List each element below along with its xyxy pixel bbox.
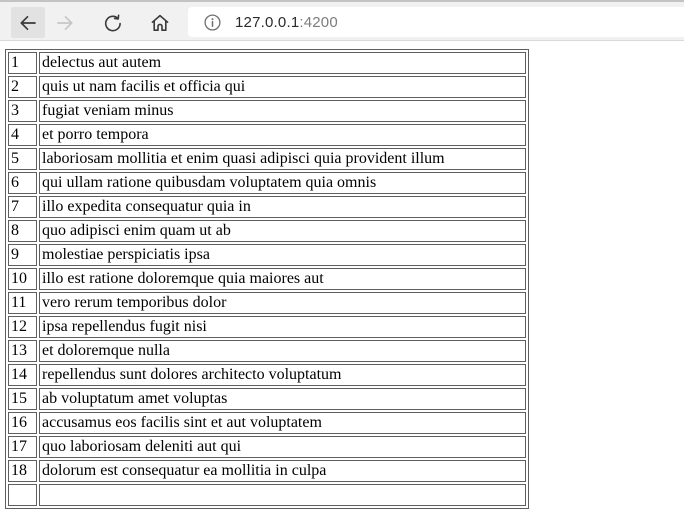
todo-id-cell: 12: [8, 316, 37, 338]
todo-id-cell: 1: [8, 52, 37, 74]
table-row: [8, 340, 526, 362]
table-row: [8, 124, 526, 146]
refresh-button[interactable]: [96, 7, 130, 38]
back-button[interactable]: [11, 7, 45, 38]
todo-title-cell: accusamus eos facilis sint et aut voluptatem: [39, 412, 526, 434]
todo-id-cell: 13: [8, 340, 37, 362]
todo-title-cell: qui ullam ratione quibusdam voluptatem quia omnis: [39, 172, 526, 194]
todo-title-cell: illo est ratione doloremque quia maiores aut: [39, 268, 526, 290]
todo-id-cell: 16: [8, 412, 37, 434]
refresh-icon: [102, 12, 124, 34]
table-row: [8, 388, 526, 410]
home-icon: [149, 12, 171, 34]
todo-id-cell: 18: [8, 460, 37, 482]
todo-title-cell: et doloremque nulla: [39, 340, 526, 362]
table-row: [8, 220, 526, 242]
back-arrow-icon: [17, 12, 39, 34]
todo-title-cell: fugiat veniam minus: [39, 100, 526, 122]
table-row: [8, 196, 526, 218]
table-row: [8, 244, 526, 266]
todo-title-cell: quo adipisci enim quam ut ab: [39, 220, 526, 242]
page-content: [0, 49, 684, 494]
todo-id-cell: 3: [8, 100, 37, 122]
table-row: [8, 268, 526, 290]
table-row: [8, 484, 526, 506]
todo-id-cell: [8, 484, 37, 506]
todo-title-cell: laboriosam mollitia et enim quasi adipisci quia provident illum: [39, 148, 526, 170]
todo-id-cell: 2: [8, 76, 37, 98]
table-row: [8, 148, 526, 170]
todo-id-cell: 4: [8, 124, 37, 146]
todo-id-cell: 6: [8, 172, 37, 194]
todo-id-cell: 14: [8, 364, 37, 386]
table-row: [8, 52, 526, 74]
todo-title-cell: vero rerum temporibus dolor: [39, 292, 526, 314]
table-row: [8, 436, 526, 458]
todos-table-body: [8, 52, 526, 506]
todo-id-cell: 8: [8, 220, 37, 242]
home-button[interactable]: [143, 7, 177, 38]
todo-title-cell: quo laboriosam deleniti aut qui: [39, 436, 526, 458]
todo-id-cell: 15: [8, 388, 37, 410]
todo-id-cell: 11: [8, 292, 37, 314]
todo-title-cell: molestiae perspiciatis ipsa: [39, 244, 526, 266]
table-row: [8, 460, 526, 482]
table-row: [8, 364, 526, 386]
todo-title-cell: delectus aut autem: [39, 52, 526, 74]
todo-title-cell: illo expedita consequatur quia in: [39, 196, 526, 218]
todo-title-cell: quis ut nam facilis et officia qui: [39, 76, 526, 98]
table-row: [8, 316, 526, 338]
forward-arrow-icon: [54, 12, 76, 34]
url-host: 127.0.0.1: [235, 13, 300, 31]
browser-toolbar: [0, 0, 684, 41]
table-row: [8, 412, 526, 434]
table-row: [8, 292, 526, 314]
todo-title-cell: ipsa repellendus fugit nisi: [39, 316, 526, 338]
todo-title-cell: repellendus sunt dolores architecto voluptatum: [39, 364, 526, 386]
todos-table: [5, 49, 529, 509]
info-icon[interactable]: [203, 13, 222, 32]
todo-id-cell: 9: [8, 244, 37, 266]
todo-title-cell: [39, 484, 526, 506]
table-row: [8, 100, 526, 122]
todo-title-cell: ab voluptatum amet voluptas: [39, 388, 526, 410]
table-row: [8, 76, 526, 98]
url-port: :4200: [299, 13, 338, 31]
todo-title-cell: dolorum est consequatur ea mollitia in culpa: [39, 460, 526, 482]
todo-title-cell: et porro tempora: [39, 124, 526, 146]
todo-id-cell: 10: [8, 268, 37, 290]
todo-id-cell: 17: [8, 436, 37, 458]
table-row: [8, 172, 526, 194]
todo-id-cell: 5: [8, 148, 37, 170]
forward-button[interactable]: [48, 7, 82, 38]
url-text[interactable]: [235, 14, 338, 31]
todo-id-cell: 7: [8, 196, 37, 218]
address-bar[interactable]: [188, 7, 684, 37]
